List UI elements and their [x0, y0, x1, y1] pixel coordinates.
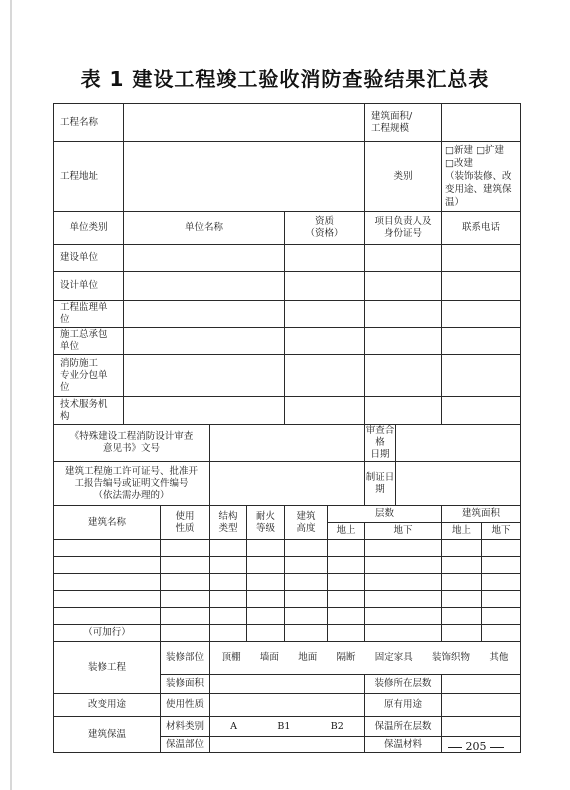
decoration-part-fabric[interactable]: 装饰织物 [432, 652, 471, 663]
floors-below-cell[interactable] [365, 625, 442, 642]
building-row [54, 574, 521, 591]
unit-name-header: 单位名称 [124, 212, 285, 245]
floors-above-cell[interactable] [328, 625, 365, 642]
review-opinion-label-text: 《特殊建设工程消防设计审查 意见书》文号 [69, 431, 194, 454]
area-below-cell[interactable] [482, 625, 521, 642]
decoration-area-label: 装修面积 [161, 675, 210, 694]
decoration-part-ceiling[interactable]: 顶棚 [221, 652, 241, 663]
project-name-value[interactable] [124, 104, 365, 142]
insulation-floors-value[interactable] [442, 717, 521, 737]
building-floors-header: 层数 [328, 506, 442, 523]
project-category-options[interactable] [442, 142, 521, 212]
inspection-summary-table [53, 103, 521, 753]
decoration-part-other[interactable]: 其他 [489, 652, 509, 663]
unit-qualification-cell[interactable] [285, 245, 365, 272]
building-fire-header [247, 506, 285, 540]
building-name-cell[interactable] [54, 557, 161, 574]
area-below-cell[interactable] [482, 540, 521, 557]
category-option-expand[interactable]: □扩建 [476, 145, 505, 156]
unit-row-label-text: 施工总承包 单位 [60, 329, 108, 352]
building-structure-header [210, 506, 247, 540]
floors-below-cell[interactable] [365, 591, 442, 608]
unit-row-label [54, 301, 124, 328]
building-use-cell[interactable] [161, 608, 210, 625]
unit-phone-cell[interactable] [442, 245, 521, 272]
building-name-header: 建筑名称 [54, 506, 161, 540]
unit-qualification-cell[interactable] [285, 272, 365, 301]
footer-dash-left [448, 747, 462, 748]
unit-name-cell[interactable] [124, 272, 285, 301]
unit-manager-cell[interactable] [365, 245, 442, 272]
floors-below-cell[interactable] [365, 608, 442, 625]
building-use-header [161, 506, 210, 540]
floors-above-header: 地上 [328, 523, 365, 540]
floors-above-cell[interactable] [328, 540, 365, 557]
unit-name-cell[interactable] [124, 397, 285, 425]
area-below-cell[interactable] [482, 591, 521, 608]
floors-below-cell[interactable] [365, 574, 442, 591]
building-use-cell[interactable] [161, 540, 210, 557]
project-address-value[interactable] [124, 142, 365, 212]
area-below-cell[interactable] [482, 557, 521, 574]
area-above-cell[interactable] [442, 608, 482, 625]
decoration-part-floor[interactable]: 地面 [298, 652, 318, 663]
project-area-value[interactable] [442, 104, 521, 142]
building-row [54, 540, 521, 557]
decoration-floors-label: 装修所在层数 [365, 675, 442, 694]
unit-manager-cell[interactable] [365, 328, 442, 355]
review-date-label-text: 审查合格 日期 [365, 425, 395, 460]
building-use-cell[interactable] [161, 557, 210, 574]
unit-phone-cell[interactable] [442, 397, 521, 425]
building-row-add [54, 625, 521, 642]
building-row [54, 608, 521, 625]
building-structure-cell[interactable] [210, 625, 247, 642]
building-fire-cell[interactable] [247, 574, 285, 591]
unit-qualification-cell[interactable] [285, 301, 365, 328]
unit-manager-cell[interactable] [365, 355, 442, 397]
building-structure-cell[interactable] [210, 574, 247, 591]
unit-phone-cell[interactable] [442, 328, 521, 355]
unit-qualification-header [285, 212, 365, 245]
area-below-cell[interactable] [482, 608, 521, 625]
decoration-floors-value[interactable] [442, 675, 521, 694]
building-use-cell[interactable] [161, 625, 210, 642]
decoration-parts-options[interactable] [210, 642, 521, 675]
category-note: （装饰装修、改变用途、建筑保温） [445, 171, 512, 208]
unit-manager-cell[interactable] [365, 301, 442, 328]
building-structure-cell[interactable] [210, 540, 247, 557]
building-name-cell[interactable] [54, 608, 161, 625]
unit-row-label [54, 328, 124, 355]
unit-name-cell[interactable] [124, 301, 285, 328]
project-area-label [365, 104, 442, 142]
permit-value[interactable] [210, 462, 365, 506]
building-height-cell[interactable] [285, 540, 328, 557]
area-above-cell[interactable] [442, 574, 482, 591]
category-option-new[interactable]: □新建 [445, 145, 474, 156]
unit-qualification-cell[interactable] [285, 397, 365, 425]
decoration-part-furniture[interactable]: 固定家具 [374, 652, 413, 663]
building-height-cell[interactable] [285, 591, 328, 608]
floors-above-cell[interactable] [328, 557, 365, 574]
footer-dash-right [490, 747, 504, 748]
floors-below-cell[interactable] [365, 540, 442, 557]
building-height-header-text: 建筑 高度 [296, 510, 316, 534]
decoration-parts-label: 装修部位 [161, 642, 210, 675]
change-use-original-value[interactable] [442, 694, 521, 717]
building-use-cell[interactable] [161, 591, 210, 608]
page-title: 表 1 建设工程竣工验收消防查验结果汇总表 [80, 67, 490, 91]
area-above-cell[interactable] [442, 540, 482, 557]
unit-manager-cell[interactable] [365, 397, 442, 425]
unit-row-label [54, 355, 124, 397]
building-fire-cell[interactable] [247, 625, 285, 642]
unit-manager-cell[interactable] [365, 272, 442, 301]
change-use-use-value[interactable] [210, 694, 365, 717]
permit-date-value[interactable] [396, 462, 521, 506]
material-type-a[interactable]: A [230, 720, 238, 732]
unit-phone-cell[interactable] [442, 355, 521, 397]
permit-label [54, 462, 210, 506]
review-opinion-label [54, 425, 210, 462]
building-fire-cell[interactable] [247, 557, 285, 574]
building-structure-cell[interactable] [210, 608, 247, 625]
building-structure-cell[interactable] [210, 557, 247, 574]
unit-name-cell[interactable] [124, 355, 285, 397]
material-type-b1[interactable]: B1 [277, 720, 291, 732]
building-area-header: 建筑面积 [442, 506, 521, 523]
unit-row-label: 建设单位 [54, 245, 124, 272]
area-above-cell[interactable] [442, 557, 482, 574]
review-date-value[interactable] [396, 425, 521, 462]
unit-row-label: 设计单位 [54, 272, 124, 301]
material-type-b2[interactable]: B2 [330, 720, 344, 732]
building-height-cell[interactable] [285, 574, 328, 591]
project-category-label: 类别 [365, 142, 442, 212]
unit-phone-cell[interactable] [442, 301, 521, 328]
decoration-part-partition[interactable]: 隔断 [336, 652, 356, 663]
floors-above-cell[interactable] [328, 608, 365, 625]
area-above-cell[interactable] [442, 591, 482, 608]
building-height-cell[interactable] [285, 608, 328, 625]
area-below-header: 地下 [482, 523, 521, 540]
building-fire-cell[interactable] [247, 608, 285, 625]
building-fire-header-text: 耐火 等级 [255, 510, 275, 534]
building-structure-header-text: 结构 类型 [218, 510, 238, 534]
building-structure-cell[interactable] [210, 591, 247, 608]
building-fire-cell[interactable] [247, 540, 285, 557]
unit-manager-header-text: 项目负责人及 身份证号 [374, 216, 432, 239]
building-fire-cell[interactable] [247, 591, 285, 608]
insulation-part-label: 保温部位 [161, 737, 210, 753]
unit-phone-header: 联系电话 [442, 212, 521, 245]
building-use-cell[interactable] [161, 574, 210, 591]
floors-below-cell[interactable] [365, 557, 442, 574]
floors-above-cell[interactable] [328, 591, 365, 608]
page-edge [10, 0, 12, 790]
review-date-label [365, 425, 396, 462]
area-above-header: 地上 [442, 523, 482, 540]
area-below-cell[interactable] [482, 574, 521, 591]
review-opinion-value[interactable] [210, 425, 365, 462]
building-use-header-text: 使用 性质 [175, 510, 195, 534]
category-option-rebuild[interactable]: □改建 [445, 158, 474, 169]
floors-below-header: 地下 [365, 523, 442, 540]
building-name-cell[interactable] [54, 591, 161, 608]
unit-qualification-cell[interactable] [285, 328, 365, 355]
unit-qualification-header-text: 资质 （资格） [305, 216, 344, 239]
unit-qualification-cell[interactable] [285, 355, 365, 397]
building-name-cell[interactable] [54, 574, 161, 591]
insulation-label: 建筑保温 [54, 717, 161, 753]
insulation-part-value[interactable] [210, 737, 365, 753]
area-above-cell[interactable] [442, 625, 482, 642]
permit-date-label: 制证日期 [365, 462, 396, 506]
insulation-material-label: 保温材料 [365, 737, 442, 753]
unit-row-label-text: 工程监理单 位 [60, 302, 108, 325]
unit-row-label-text: 技术服务机 构 [60, 398, 108, 422]
unit-phone-cell[interactable] [442, 272, 521, 301]
decoration-label: 装修工程 [54, 642, 161, 694]
decoration-part-wall[interactable]: 墙面 [259, 652, 279, 663]
change-use-use-label: 使用性质 [161, 694, 210, 717]
page-number: 205 [465, 740, 487, 753]
building-height-cell[interactable] [285, 557, 328, 574]
unit-type-header: 单位类别 [54, 212, 124, 245]
unit-row-label-text: 消防施工 专业分包单 位 [60, 357, 108, 393]
floors-above-cell[interactable] [328, 574, 365, 591]
building-height-header [285, 506, 328, 540]
change-use-label: 改变用途 [54, 694, 161, 717]
permit-label-text: 建筑工程施工许可证号、批准开 工报告编号或证明文件编号 （依法需办理的） [64, 465, 198, 501]
building-height-cell[interactable] [285, 625, 328, 642]
add-row-label: （可加行） [54, 625, 161, 642]
unit-name-cell[interactable] [124, 245, 285, 272]
unit-name-cell[interactable] [124, 328, 285, 355]
decoration-area-value[interactable] [210, 675, 365, 694]
change-use-original-label: 原有用途 [365, 694, 442, 717]
insulation-material-type-label: 材料类别 [161, 717, 210, 737]
insulation-material-types[interactable] [210, 717, 365, 737]
insulation-floors-label: 保温所在层数 [365, 717, 442, 737]
building-row [54, 591, 521, 608]
unit-manager-header [365, 212, 442, 245]
unit-row-label [54, 397, 124, 425]
project-name-label: 工程名称 [54, 104, 124, 142]
project-area-label-text: 建筑面积/ 工程规模 [371, 110, 413, 134]
page-footer [448, 740, 504, 753]
building-name-cell[interactable] [54, 540, 161, 557]
project-address-label: 工程地址 [54, 142, 124, 212]
building-row [54, 557, 521, 574]
